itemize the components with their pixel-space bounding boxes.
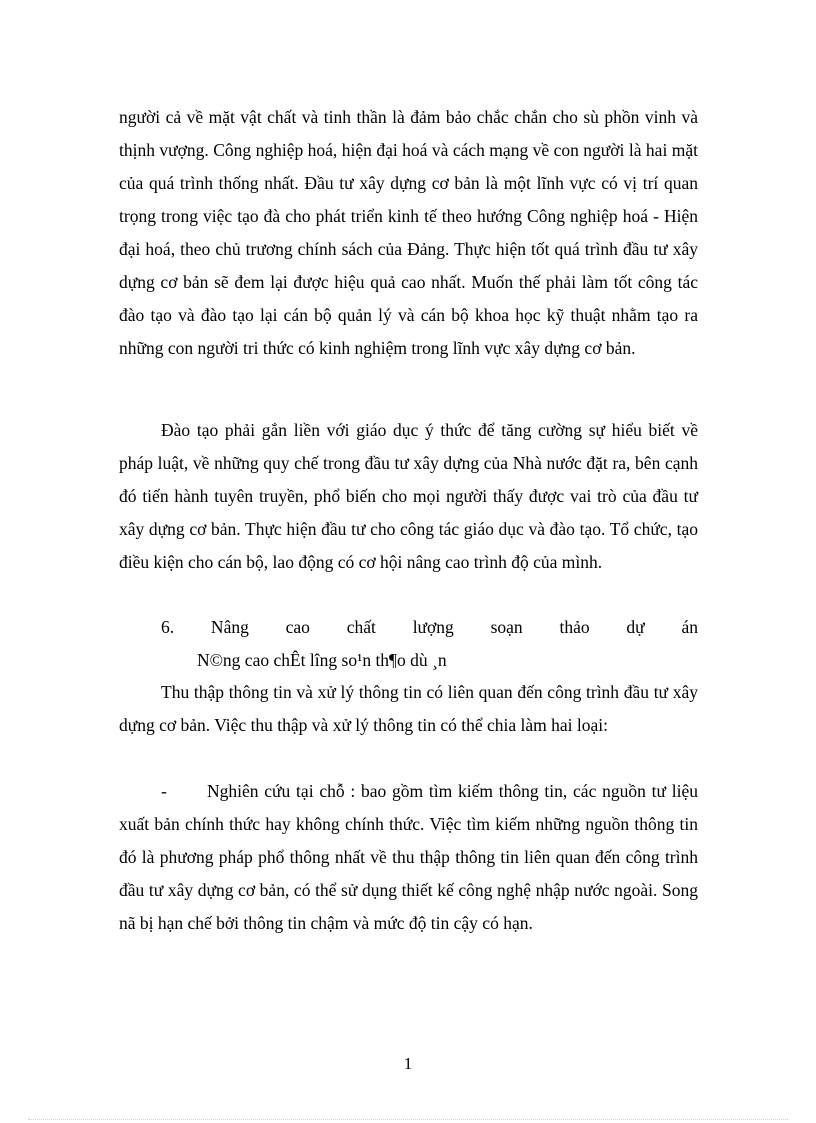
bullet-text: Nghiên cứu tại chỗ : bao gồm tìm kiếm thông tin, các nguồn tư liệu xuất bản chính thức hay không chính thức. Việc tìm kiếm những nguồn thông tin đó là phương pháp phổ thông nhất về thu thập thông tin liên quan đến công trình đầu tư xây dựng cơ bản, có thể sử dụng thiết kế công nghệ nhập nước ngoài. Song nã bị hạn chế bởi thông tin chậm và mức độ tin cậy có hạn. (119, 781, 698, 933)
page-number: 1 (403, 1054, 413, 1073)
bullet-item (119, 775, 698, 940)
section-heading-garbled: N©ng cao chÊt lîng so¹n th¶o dù ¸n (197, 650, 447, 670)
paragraph-continuation: người cả về mặt vật chất và tinh thần là đảm bảo chắc chắn cho sù phồn vinh và thịnh vượng. Công nghiệp hoá, hiện đại hoá và cách mạng về con người là hai mặt của quá trình thống nhất. Đầu tư xây dựng cơ bản là một lĩnh vực có vị trí quan trọng trong việc tạo đà cho phát triển kinh tế theo hướng Công nghiệp hoá - Hiện đại hoá, theo chủ trương chính sách của Đảng. Thực hiện tốt quá trình đầu tư xây dựng cơ bản sẽ đem lại được hiệu quả cao nhất. Muốn thế phải làm tốt công tác đào tạo và đào tạo lại cán bộ quản lý và cán bộ khoa học kỹ thuật nhằm tạo ra những con người tri thức có kinh nghiệm trong lĩnh vực xây dựng cơ bản. (119, 107, 698, 358)
page-bottom-divider (28, 1119, 788, 1120)
section-heading (119, 611, 698, 677)
paragraph-training: Đào tạo phải gắn liền với giáo dục ý thức để tăng cường sự hiểu biết về pháp luật, về những quy chế trong đầu tư xây dựng của Nhà nước đặt ra, bên cạnh đó tiến hành tuyên truyền, phổ biến cho mọi người thấy được vai trò của đầu tư xây dựng cơ bản. Thực hiện đầu tư cho công tác giáo dục và đào tạo. Tổ chức, tạo điều kiện cho cán bộ, lao động có cơ hội nâng cao trình độ của mình. (119, 420, 698, 572)
paragraph-info-collection: Thu thập thông tin và xử lý thông tin có liên quan đến công trình đầu tư xây dựng cơ bản. Việc thu thập và xử lý thông tin có thể chia làm hai loại: (119, 682, 698, 735)
section-heading-title: 6. Nâng cao chất lượng soạn thảo dự án (161, 617, 698, 637)
bullet-dash: - (161, 781, 167, 801)
